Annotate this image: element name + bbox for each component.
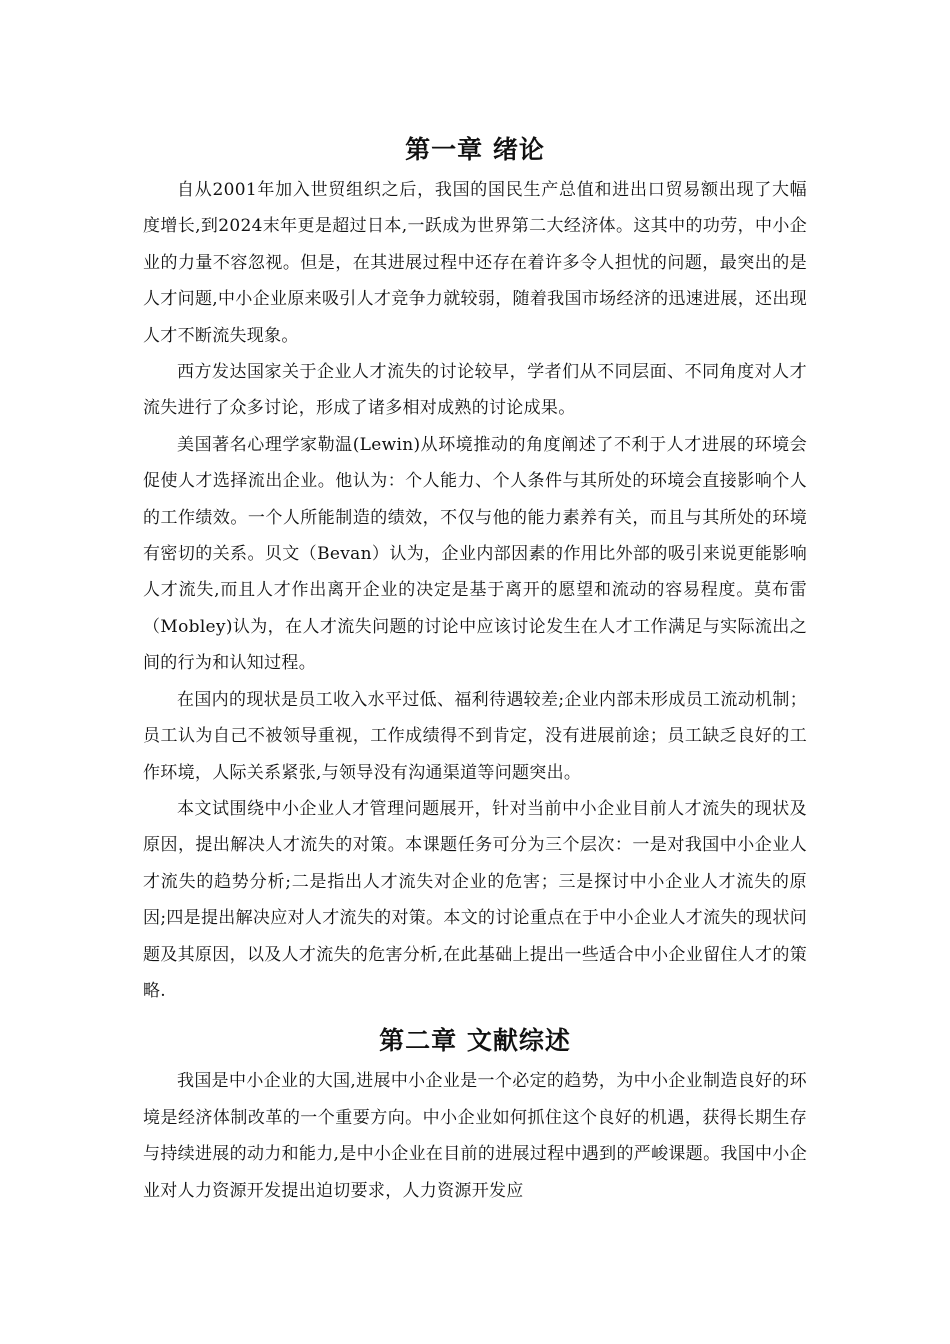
chapter-1-paragraph-3: 美国著名心理学家勒温(Lewin)从环境推动的角度阐述了不利于人才进展的环境会促使人才选择流出企业。他认为：个人能力、个人条件与其所处的环境会直接影响个人的工作绩效。一个人所能制造的绩效，不仅与他的能力素养有关，而且与其所处的环境有密切的关系。贝文（Bevan）认为，企业内部因素的作用比外部的吸引来说更能影响人才流失,而且人才作出离开企业的决定是基于离开的愿望和流动的容易程度。莫布雷（Mobley)认为，在人才流失问题的讨论中应该讨论发生在人才工作满足与实际流出之间的行为和认知过程。 xyxy=(143,434,807,674)
chapter-1-paragraph-2: 西方发达国家关于企业人才流失的讨论较早，学者们从不同层面、不同角度对人才流失进行了众多讨论，形成了诸多相对成熟的讨论成果。 xyxy=(143,362,807,419)
chapter-1-paragraph-5: 本文试围绕中小企业人才管理问题展开，针对当前中小企业目前人才流失的现状及原因，提出解决人才流失的对策。本课题任务可分为三个层次：一是对我国中小企业人才流失的趋势分析;二是指出人才流失对企业的危害；三是探讨中小企业人才流失的原因;四是提出解决应对人才流失的对策。本文的讨论重点在于中小企业人才流失的现状问题及其原因，以及人才流失的危害分析,在此基础上提出一些适合中小企业留住人才的策略. xyxy=(143,798,807,1001)
chapter-1-paragraph-4: 在国内的现状是员工收入水平过低、福利待遇较差;企业内部未形成员工流动机制；员工认为自己不被领导重视，工作成绩得不到肯定，没有进展前途；员工缺乏良好的工作环境，人际关系紧张,与领导没有沟通渠道等问题突出。 xyxy=(143,689,807,783)
document-body xyxy=(143,128,807,1209)
chapter-1-paragraph-1: 自从2001年加入世贸组织之后，我国的国民生产总值和进出口贸易额出现了大幅度增长,到2024末年更是超过日本,一跃成为世界第二大经济体。这其中的功劳，中小企业的力量不容忽视。但是，在其进展过程中还存在着许多令人担忧的问题，最突出的是人才问题,中小企业原来吸引人才竞争力就较弱，随着我国市场经济的迅速进展，还出现人才不断流失现象。 xyxy=(143,180,807,346)
chapter-2-title: 第二章 文献综述 xyxy=(379,1026,571,1056)
chapter-1-title: 第一章 绪论 xyxy=(405,135,545,164)
chapter-2-paragraph-1: 我国是中小企业的大国,进展中小企业是一个必定的趋势，为中小企业制造良好的环境是经济体制改革的一个重要方向。中小企业如何抓住这个良好的机遇，获得长期生存与持续进展的动力和能力,是中小企业在目前的进展过程中遇到的严峻课题。我国中小企业对人力资源开发提出迫切要求，人力资源开发应 xyxy=(143,1071,807,1201)
